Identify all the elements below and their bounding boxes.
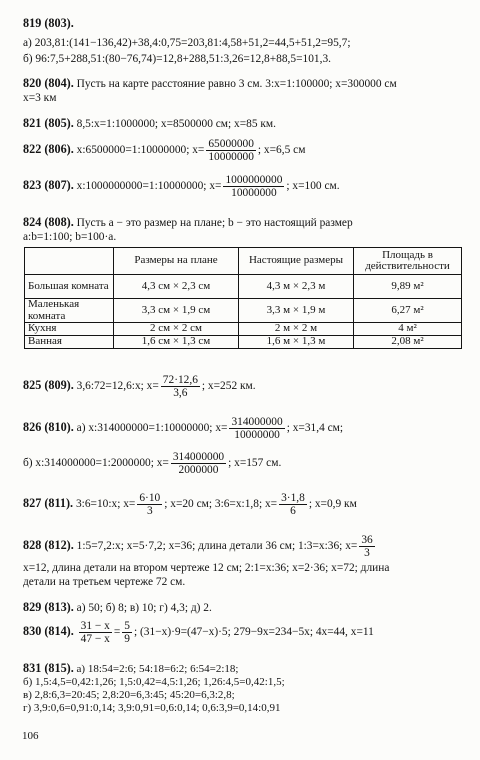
solution-line: а) 50; б) 8; в) 10; г) 4,3; д) 2. (76, 602, 212, 614)
table-cell: Большая комната (25, 275, 114, 299)
problem-number: 826 (810). (23, 420, 74, 435)
solution-text: 3,6:72=12,6:x; x= (76, 380, 159, 393)
table-cell: 6,27 м² (354, 299, 462, 323)
problem-831 (23, 662, 474, 715)
problem-number: 819 (803). (23, 16, 74, 30)
table-cell: 1,6 см × 1,3 см (114, 336, 239, 349)
page-number: 106 (22, 730, 39, 742)
table-header: Площадь в действительности (354, 248, 462, 275)
table-cell: Кухня (25, 323, 114, 336)
table-cell: Маленькая комната (25, 299, 114, 323)
solution-text: ; (31−x)·9=(47−x)·5; 279−9x=234−5x; 4x=44, x=11 (134, 626, 374, 639)
table-cell: 3,3 м × 1,9 м (239, 299, 354, 323)
numerator: 31 − x (80, 620, 110, 632)
table-header-row (25, 248, 462, 275)
problem-820 (23, 76, 474, 105)
problem-number: 820 (804). (23, 76, 74, 90)
table-cell: 1,6 м × 1,3 м (239, 336, 354, 349)
table-cell: 4 м² (354, 323, 462, 336)
problem-829 (23, 600, 474, 615)
problem-number: 831 (815). (23, 661, 74, 675)
problem-number: 829 (813). (23, 600, 74, 614)
fraction (359, 534, 374, 559)
solution-line: Пусть на карте расстояние равно 3 см. 3:x=1:100000; x=300000 см (76, 78, 397, 90)
solution-text: ; x=157 см. (228, 457, 282, 470)
numerator: 314000000 (172, 451, 225, 463)
problem-826 (23, 416, 474, 476)
problem-number: 827 (811). (23, 496, 74, 511)
fraction (229, 416, 284, 441)
table-header (25, 248, 114, 275)
solution-text: 3:6=10:x; x= (75, 498, 136, 511)
problem-number: 823 (807). (23, 178, 74, 193)
solution-text: ; x=0,9 км (308, 498, 357, 511)
denominator: 6 (290, 505, 296, 517)
fraction (279, 492, 307, 517)
fraction (122, 620, 132, 645)
problem-number: 822 (806). (23, 142, 74, 157)
table-row (25, 299, 462, 323)
table-row (25, 323, 462, 336)
problem-821 (23, 116, 474, 131)
solution-line: x=3 км (23, 92, 57, 104)
table-cell: 4,3 см × 2,3 см (114, 275, 239, 299)
denominator: 3,6 (173, 387, 188, 399)
table-cell: Ванная (25, 336, 114, 349)
numerator: 65000000 (208, 138, 254, 150)
table-cell: 2 м × 2 м (239, 323, 354, 336)
solution-text: ; x=252 км. (201, 380, 256, 393)
denominator: 9 (124, 633, 130, 645)
numerator: 72·12,6 (162, 374, 198, 386)
solution-line: г) 3,9:0,6=0,91:0,14; 3,9:0,91=0,6:0,14; 0,6:3,9=0,14:0,91 (23, 702, 281, 714)
numerator: 3·1,8 (281, 492, 305, 504)
problem-828 (23, 534, 474, 589)
fraction (223, 174, 284, 199)
table-cell: 4,3 м × 2,3 м (239, 275, 354, 299)
table-cell: 3,3 см × 1,9 см (114, 299, 239, 323)
numerator: 314000000 (231, 416, 283, 428)
table-row (25, 336, 462, 349)
numerator: 36 (361, 534, 373, 546)
table-header: Размеры на плане (114, 248, 239, 275)
problem-827 (23, 492, 474, 517)
table-cell: 2 см × 2 см (114, 323, 239, 336)
solution-text: а) x:314000000=1:10000000; x= (76, 422, 228, 435)
solution-text: x:1000000000=1:10000000; x= (76, 180, 222, 193)
table-cell: 2,08 м² (354, 336, 462, 349)
problem-number: 828 (812). (23, 538, 74, 553)
problem-830 (23, 620, 474, 645)
fraction (137, 492, 162, 517)
problem-number: 825 (809). (23, 378, 74, 393)
numerator: 6·10 (139, 492, 161, 504)
solution-line: Пусть a − это размер на плане; b − это настоящий размер (76, 217, 353, 229)
solution-line: x=12, длина детали на втором чертеже 12 см; 2:1=x:36; x=2·36; x=72; длина (23, 562, 390, 574)
solution-text: x:6500000=1:10000000; x= (76, 144, 205, 157)
denominator: 3 (364, 547, 370, 559)
numerator: 5 (124, 620, 130, 632)
solution-text: б) x:314000000=1:2000000; x= (23, 457, 169, 470)
solution-line: детали на третьем чертеже 72 см. (23, 576, 186, 588)
table-cell: 9,89 м² (354, 275, 462, 299)
fraction (206, 138, 256, 163)
solution-line: 8,5:x=1:1000000; x=8500000 см; x=85 км. (76, 118, 276, 130)
fraction (171, 451, 226, 476)
solution-text: ; x=100 см. (286, 180, 340, 193)
solution-line: б) 96:7,5+288,51:(80−76,74)=12,8+288,51:3,26=12,8+88,5=101,3. (23, 53, 331, 65)
denominator: 3 (146, 505, 153, 517)
solution-line: в) 2,8:6,3=20:45; 2,8:20=6,3:45; 45:20=6,3:2,8; (23, 689, 235, 701)
denominator: 2000000 (178, 464, 219, 476)
solution-line: б) 1,5:4,5=0,42:1,26; 1,5:0,42=4,5:1,26; 1,26:4,5=0,42:1,5; (23, 676, 285, 688)
dimensions-table (24, 247, 462, 349)
problem-822 (23, 138, 474, 163)
solution-line: а) 18:54=2:6; 54:18=6:2; 6:54=2:18; (76, 663, 239, 675)
problem-823 (23, 174, 474, 199)
problem-824 (23, 215, 474, 244)
denominator: 10000000 (208, 151, 254, 163)
problem-819 (23, 16, 474, 66)
solution-line: a:b=1:100; b=100·a. (23, 231, 117, 243)
numerator: 1000000000 (225, 174, 283, 186)
table-header: Настоящие размеры (239, 248, 354, 275)
solution-text: 1:5=7,2:x; x=5·7,2; x=36; длина детали 36 см; 1:3=x:36; x= (76, 540, 358, 553)
problem-number: 824 (808). (23, 215, 74, 229)
denominator: 10000000 (231, 187, 277, 199)
fraction (161, 374, 200, 399)
denominator: 47 − x (80, 633, 110, 645)
problem-825 (23, 374, 474, 399)
solution-text: ; x=6,5 см (257, 144, 306, 157)
denominator: 10000000 (234, 429, 280, 441)
fraction (79, 620, 112, 645)
solution-line: а) 203,81:(141−136,42)+38,4:0,75=203,81:4,58+51,2=44,5+51,2=95,7; (23, 37, 351, 49)
solution-text: = (113, 626, 121, 639)
solution-text: ; x=20 см; 3:6=x:1,8; x= (164, 498, 278, 511)
problem-number: 821 (805). (23, 116, 74, 130)
table-row (25, 275, 462, 299)
solution-text: ; x=31,4 см; (286, 422, 344, 435)
problem-number: 830 (814). (23, 624, 74, 639)
